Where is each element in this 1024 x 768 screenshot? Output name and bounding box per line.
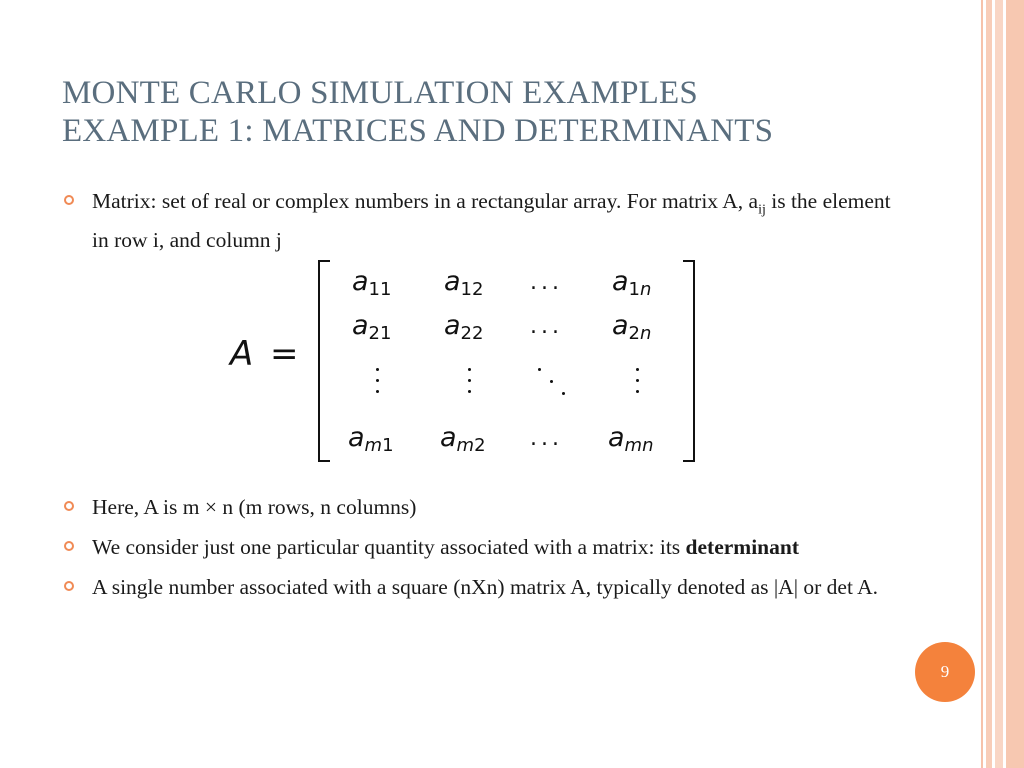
page-number-badge: 9 [915, 642, 975, 702]
bullet-circle-icon [64, 541, 74, 551]
bullet-list-bottom [62, 492, 892, 612]
matrix-equals: = [270, 334, 299, 374]
decor-stripe-1 [981, 0, 983, 768]
ddots-diagonal [536, 366, 576, 406]
bullet-determinant-definition [62, 572, 892, 602]
hdots-rowm: ... [530, 426, 563, 451]
bullet-text: A single number associated with a square (nXn) matrix A, typically denoted as |A| or det A. [92, 575, 879, 599]
bullet-matrix-definition [62, 186, 892, 255]
left-bracket [318, 260, 330, 462]
bullet-dimensions [62, 492, 892, 522]
cell-am2: $a_{m2}$ [440, 422, 486, 456]
cell-am1: $a_{m1}$ [348, 422, 394, 456]
cell-a1n: $a_{1n}$ [612, 266, 652, 300]
title-line-2: EXAMPLE 1: MATRICES AND DETERMINANTS [62, 113, 774, 149]
vdots-col1 [376, 368, 380, 401]
slide-title [62, 74, 773, 150]
decor-stripe-3 [995, 0, 1003, 768]
bullet-bold-term: determinant [685, 535, 799, 559]
cell-amn: $a_{mn}$ [608, 422, 654, 456]
bullet-text-cont: is the element in row i, and column j [92, 189, 891, 253]
title-line-1: MONTE CARLO SIMULATION EXAMPLES [62, 75, 698, 111]
bullet-circle-icon [64, 581, 74, 591]
decor-stripe-4 [1006, 0, 1024, 768]
cell-a22: $a_{22}$ [444, 310, 484, 344]
subscript-ij: ij [758, 202, 766, 218]
cell-a2n: $a_{2n}$ [612, 310, 652, 344]
hdots-row2: ... [530, 314, 563, 339]
bullet-determinant-quantity [62, 532, 892, 562]
cell-a21: $a_{21}$ [352, 310, 392, 344]
right-bracket [683, 260, 695, 462]
matrix-figure [230, 258, 700, 463]
matrix-lhs: A [230, 334, 254, 374]
hdots-row1: ... [530, 270, 563, 295]
bullet-circle-icon [64, 501, 74, 511]
bullet-text: We consider just one particular quantity associated with a matrix: its [92, 535, 686, 559]
bullet-text: Here, A is m × n (m rows, n columns) [92, 495, 417, 519]
cell-a11: $a_{11}$ [352, 266, 392, 300]
decor-stripe-2 [986, 0, 992, 768]
bullet-text: Matrix: set of real or complex numbers in a rectangular array. For matrix A, a [92, 189, 759, 213]
bullet-list-top [62, 186, 892, 265]
bullet-circle-icon [64, 195, 74, 205]
cell-a12: $a_{12}$ [444, 266, 484, 300]
vdots-col2 [468, 368, 472, 401]
vdots-coln [636, 368, 640, 401]
